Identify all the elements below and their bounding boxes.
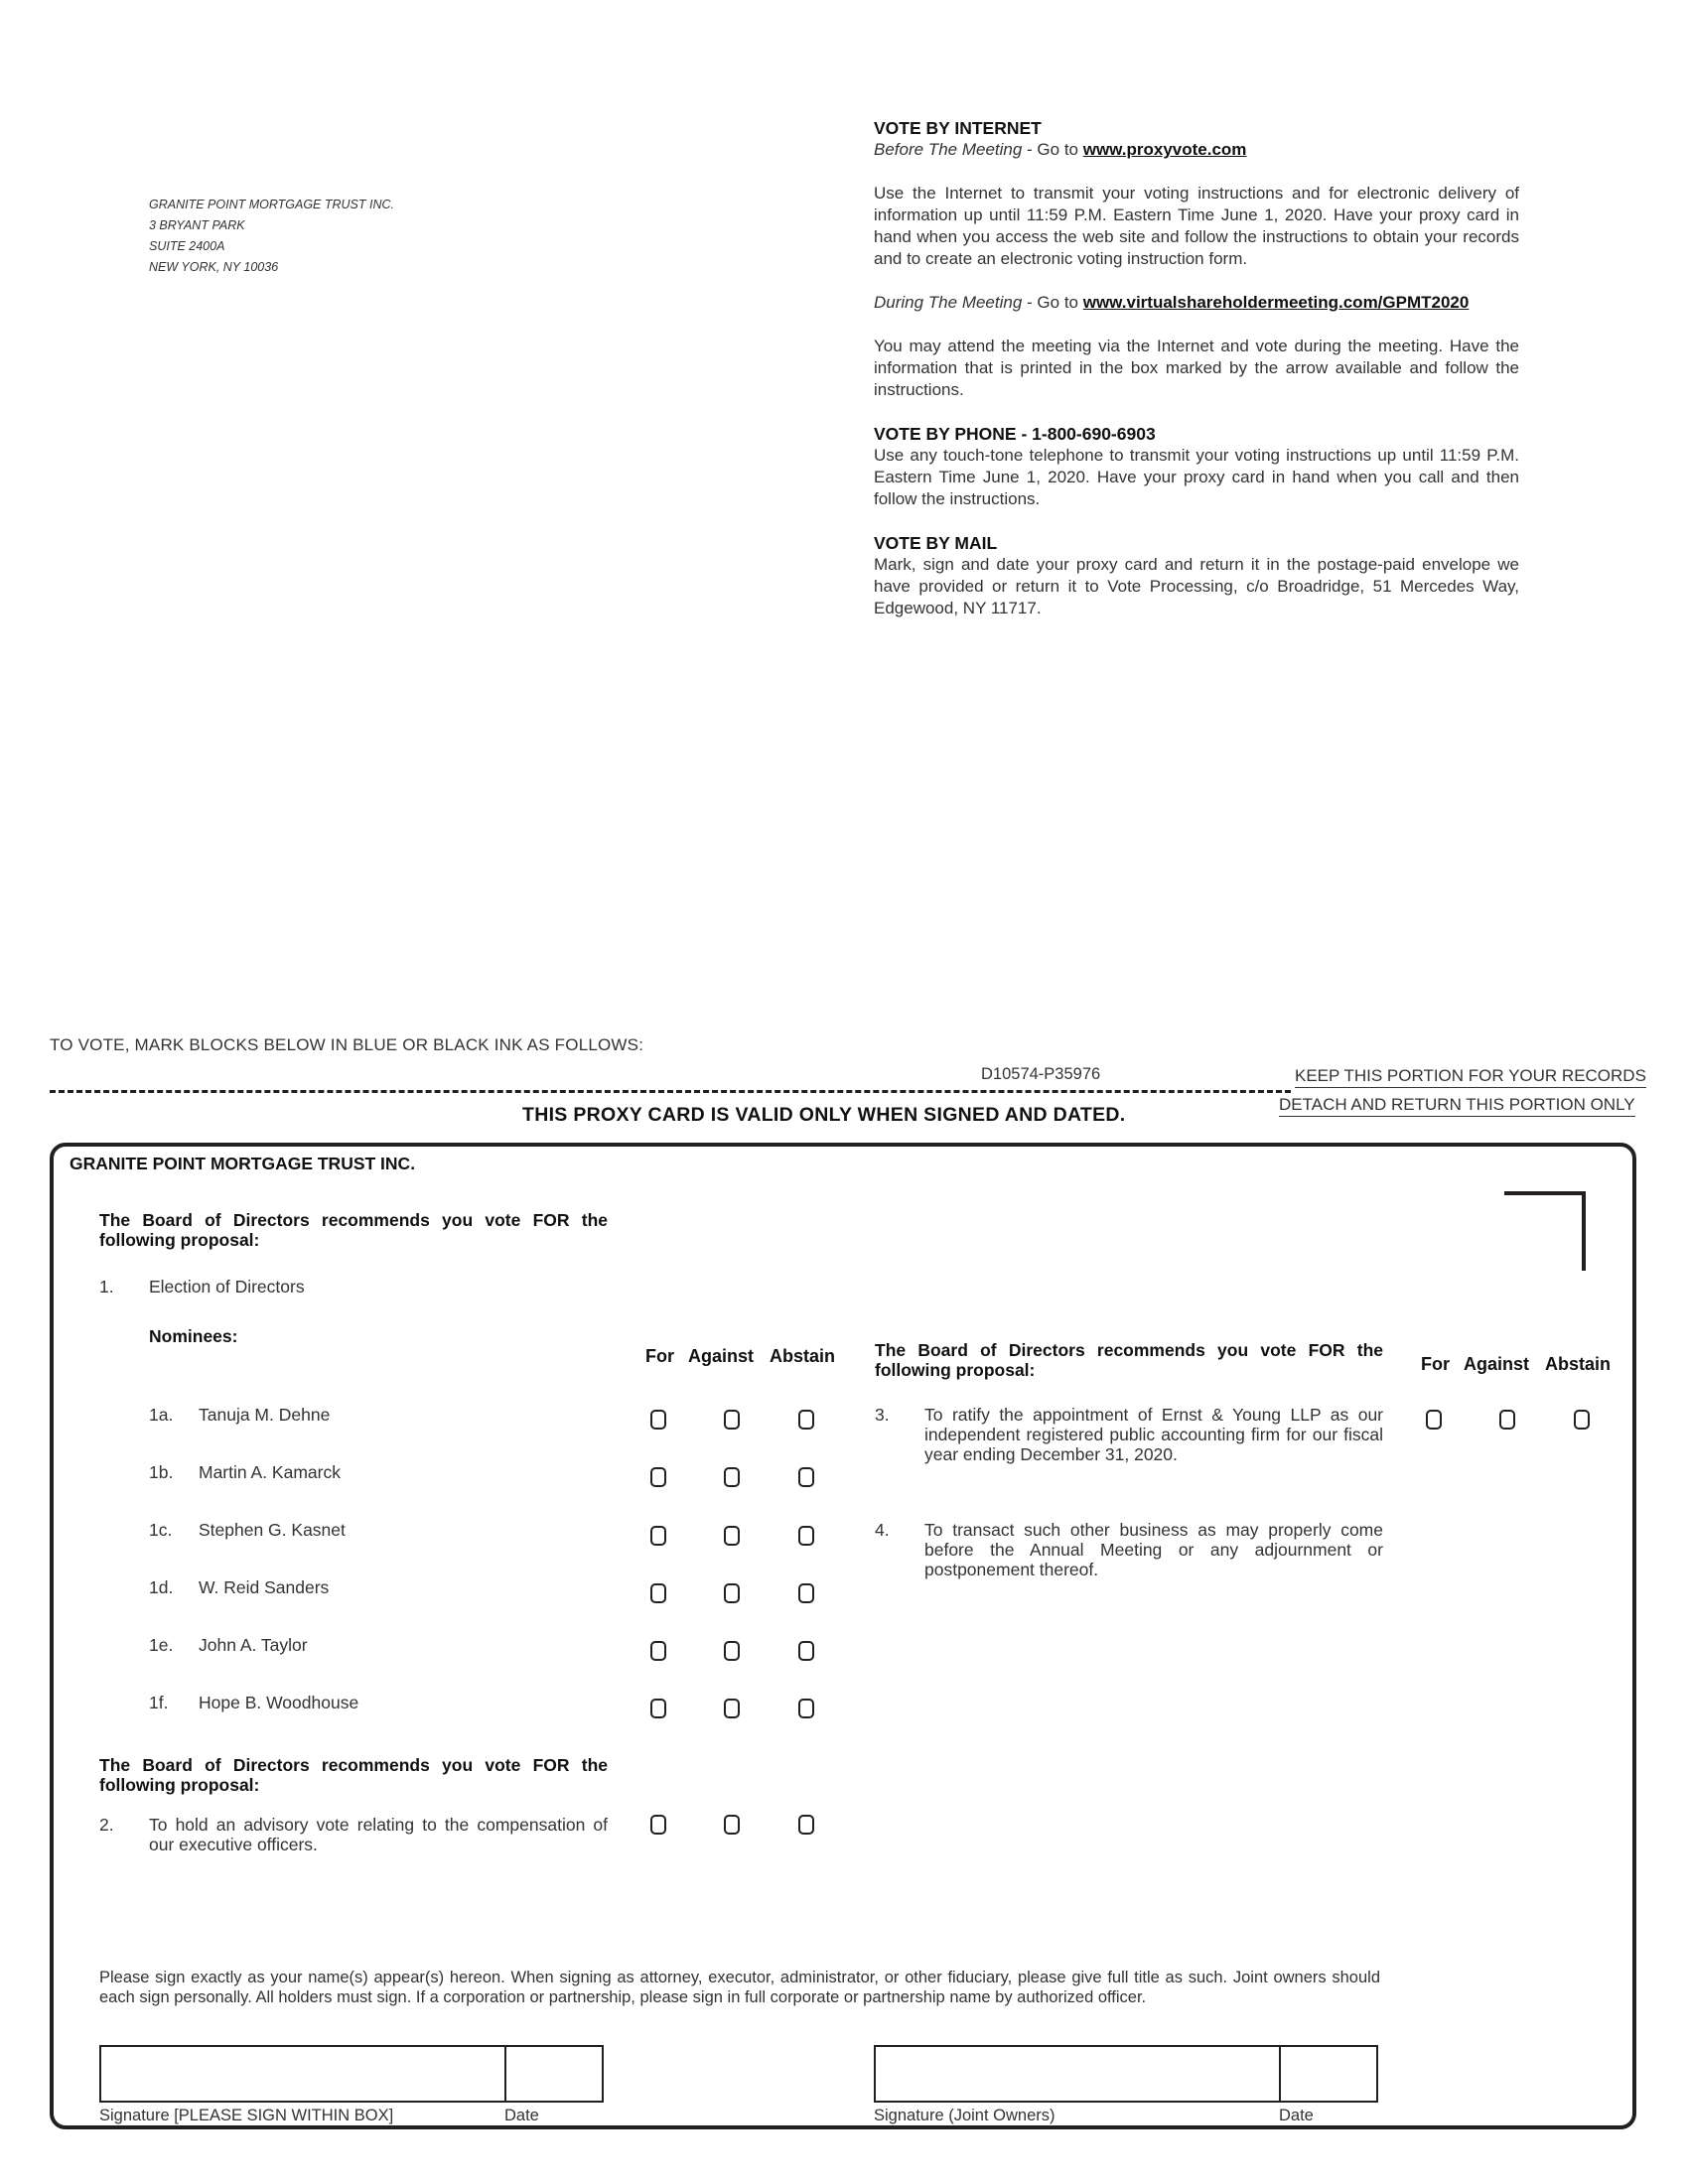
nominee-1c-for-box[interactable] <box>650 1526 666 1546</box>
joint-date-label: Date <box>1279 2107 1314 2124</box>
before-meeting-label: Before The Meeting <box>874 140 1023 159</box>
nominee-1e-abstain-box[interactable] <box>798 1641 814 1661</box>
nominee-name: Hope B. Woodhouse <box>199 1693 359 1712</box>
nominee-1e-against-box[interactable] <box>724 1641 740 1661</box>
vote-internet-before-line <box>874 139 1519 161</box>
vote-mail-text: Mark, sign and date your proxy card and return it in the postage-paid envelope we have provided or return it to Vote Processing, c/o Broadridge, 51 Mercedes Way, Edgewood, NY 11717. <box>874 555 1519 617</box>
vote-internet-during-line <box>874 292 1519 314</box>
perforation-line <box>50 1090 1291 1093</box>
during-meeting-label: During The Meeting <box>874 293 1023 312</box>
col-abstain-header: Abstain <box>770 1346 836 1366</box>
voting-instructions <box>874 117 1519 619</box>
nominee-name: John A. Taylor <box>199 1635 308 1655</box>
item-2-text: To hold an advisory vote relating to the compensation of our executive officers. <box>149 1815 608 1854</box>
nominee-1b-for-box[interactable] <box>650 1467 666 1487</box>
nominee-number: 1a. <box>149 1405 174 1425</box>
col-against-header: Against <box>688 1346 755 1366</box>
signature-box[interactable] <box>99 2045 604 2103</box>
nominee-1d-against-box[interactable] <box>724 1583 740 1603</box>
joint-signature-box[interactable] <box>874 2045 1378 2103</box>
item-3-against-box[interactable] <box>1499 1410 1515 1430</box>
nominee-number: 1d. <box>149 1577 174 1597</box>
nominee-1e-for-box[interactable] <box>650 1641 666 1661</box>
card-company-name: GRANITE POINT MORTGAGE TRUST INC. <box>70 1154 416 1173</box>
signature-date-divider <box>504 2045 506 2103</box>
item-2-against-box[interactable] <box>724 1815 740 1835</box>
col-against-header-right: Against <box>1464 1354 1530 1374</box>
item-4-text: To transact such other business as may properly come before the Annual Meeting or any adjournment or postponement thereof. <box>924 1520 1383 1579</box>
nominee-1b-against-box[interactable] <box>724 1467 740 1487</box>
nominee-number: 1e. <box>149 1635 174 1655</box>
signature-label: Signature [PLEASE SIGN WITHIN BOX] <box>99 2107 394 2124</box>
item-3-number: 3. <box>875 1405 890 1425</box>
virtual-meeting-link[interactable]: www.virtualshareholdermeeting.com/GPMT2020 <box>1082 293 1470 312</box>
date-label: Date <box>504 2107 539 2124</box>
nominee-1a-for-box[interactable] <box>650 1410 666 1430</box>
item-2-abstain-box[interactable] <box>798 1815 814 1835</box>
nominee-1d-abstain-box[interactable] <box>798 1583 814 1603</box>
return-address-line: NEW YORK, NY 10036 <box>149 260 279 274</box>
item-3-for-box[interactable] <box>1426 1410 1442 1430</box>
nominee-1b-abstain-box[interactable] <box>798 1467 814 1487</box>
joint-signature-date-divider <box>1279 2045 1281 2103</box>
nominee-number: 1c. <box>149 1520 173 1540</box>
return-address-line: SUITE 2400A <box>149 239 225 253</box>
during-meeting-goto: - Go to <box>1022 293 1083 312</box>
nominee-1d-for-box[interactable] <box>650 1583 666 1603</box>
nominees-label: Nominees: <box>149 1326 238 1346</box>
nominee-number: 1b. <box>149 1462 174 1482</box>
board-recommendation-2: The Board of Directors recommends you vote FOR the following proposal: <box>99 1755 608 1795</box>
nominee-1c-abstain-box[interactable] <box>798 1526 814 1546</box>
vote-internet-heading: VOTE BY INTERNET <box>874 118 1042 138</box>
nominee-1c-against-box[interactable] <box>724 1526 740 1546</box>
before-meeting-goto: - Go to <box>1022 140 1083 159</box>
vote-internet-during-text: You may attend the meeting via the Internet and vote during the meeting. Have the information that is printed in the box marked by the arrow available and follow the instructions. <box>874 337 1519 399</box>
nominee-1a-abstain-box[interactable] <box>798 1410 814 1430</box>
nominee-name: W. Reid Sanders <box>199 1577 330 1597</box>
return-address <box>149 195 394 278</box>
keep-portion-label: KEEP THIS PORTION FOR YOUR RECORDS <box>1295 1066 1646 1088</box>
proxyvote-link[interactable]: www.proxyvote.com <box>1082 140 1247 159</box>
item-1-number: 1. <box>99 1277 114 1297</box>
nominee-name: Martin A. Kamarck <box>199 1462 341 1482</box>
board-recommendation-1: The Board of Directors recommends you vote FOR the following proposal: <box>99 1210 608 1250</box>
item-3-abstain-box[interactable] <box>1574 1410 1590 1430</box>
col-for-header-right: For <box>1421 1354 1450 1374</box>
nominee-1f-for-box[interactable] <box>650 1699 666 1718</box>
nominee-name: Stephen G. Kasnet <box>199 1520 346 1540</box>
vote-mail-heading: VOTE BY MAIL <box>874 533 998 553</box>
board-recommendation-3: The Board of Directors recommends you vote FOR the following proposal: <box>875 1340 1383 1380</box>
item-1-text: Election of Directors <box>149 1277 305 1297</box>
nominee-name: Tanuja M. Dehne <box>199 1405 331 1425</box>
nominee-1a-against-box[interactable] <box>724 1410 740 1430</box>
detach-portion-label: DETACH AND RETURN THIS PORTION ONLY <box>1279 1095 1635 1117</box>
nominee-number: 1f. <box>149 1693 169 1712</box>
item-2-for-box[interactable] <box>650 1815 666 1835</box>
vote-internet-before-text: Use the Internet to transmit your voting instructions and for electronic delivery of information up until 11:59 P.M. Eastern Time June 1, 2020. Have your proxy card in hand when you access the web site and follow the instructions to obtain your records and to create an electronic voting instruction form. <box>874 184 1519 268</box>
scan-corner-mark <box>1504 1191 1586 1271</box>
col-abstain-header-right: Abstain <box>1545 1354 1612 1374</box>
item-4-number: 4. <box>875 1520 890 1540</box>
control-code: D10574-P35976 <box>981 1065 1101 1083</box>
mark-instructions: TO VOTE, MARK BLOCKS BELOW IN BLUE OR BLACK INK AS FOLLOWS: <box>50 1035 644 1054</box>
vote-phone-text: Use any touch-tone telephone to transmit your voting instructions up until 11:59 P.M. Eastern Time June 1, 2020. Have your proxy card in hand when you call and then follow the instructions. <box>874 446 1519 508</box>
vote-phone-heading: VOTE BY PHONE - 1-800-690-6903 <box>874 424 1156 444</box>
valid-notice: THIS PROXY CARD IS VALID ONLY WHEN SIGNED AND DATED. <box>522 1104 1126 1126</box>
item-2-number: 2. <box>99 1815 114 1835</box>
signature-instructions: Please sign exactly as your name(s) appear(s) hereon. When signing as attorney, executor, administrator, or other fiduciary, please give full title as such. Joint owners should each sign personally. All holders must sign. If a corporation or partnership, please sign in full corporate or partnership name by authorized officer. <box>99 1969 1380 2006</box>
nominee-1f-abstain-box[interactable] <box>798 1699 814 1718</box>
return-address-line: GRANITE POINT MORTGAGE TRUST INC. <box>149 198 395 211</box>
joint-signature-label: Signature (Joint Owners) <box>874 2107 1055 2124</box>
return-address-line: 3 BRYANT PARK <box>149 218 245 232</box>
nominee-1f-against-box[interactable] <box>724 1699 740 1718</box>
col-for-header: For <box>645 1346 674 1366</box>
item-3-text: To ratify the appointment of Ernst & Young LLP as our independent registered public accounting firm for our fiscal year ending December 31, 2020. <box>924 1405 1383 1464</box>
